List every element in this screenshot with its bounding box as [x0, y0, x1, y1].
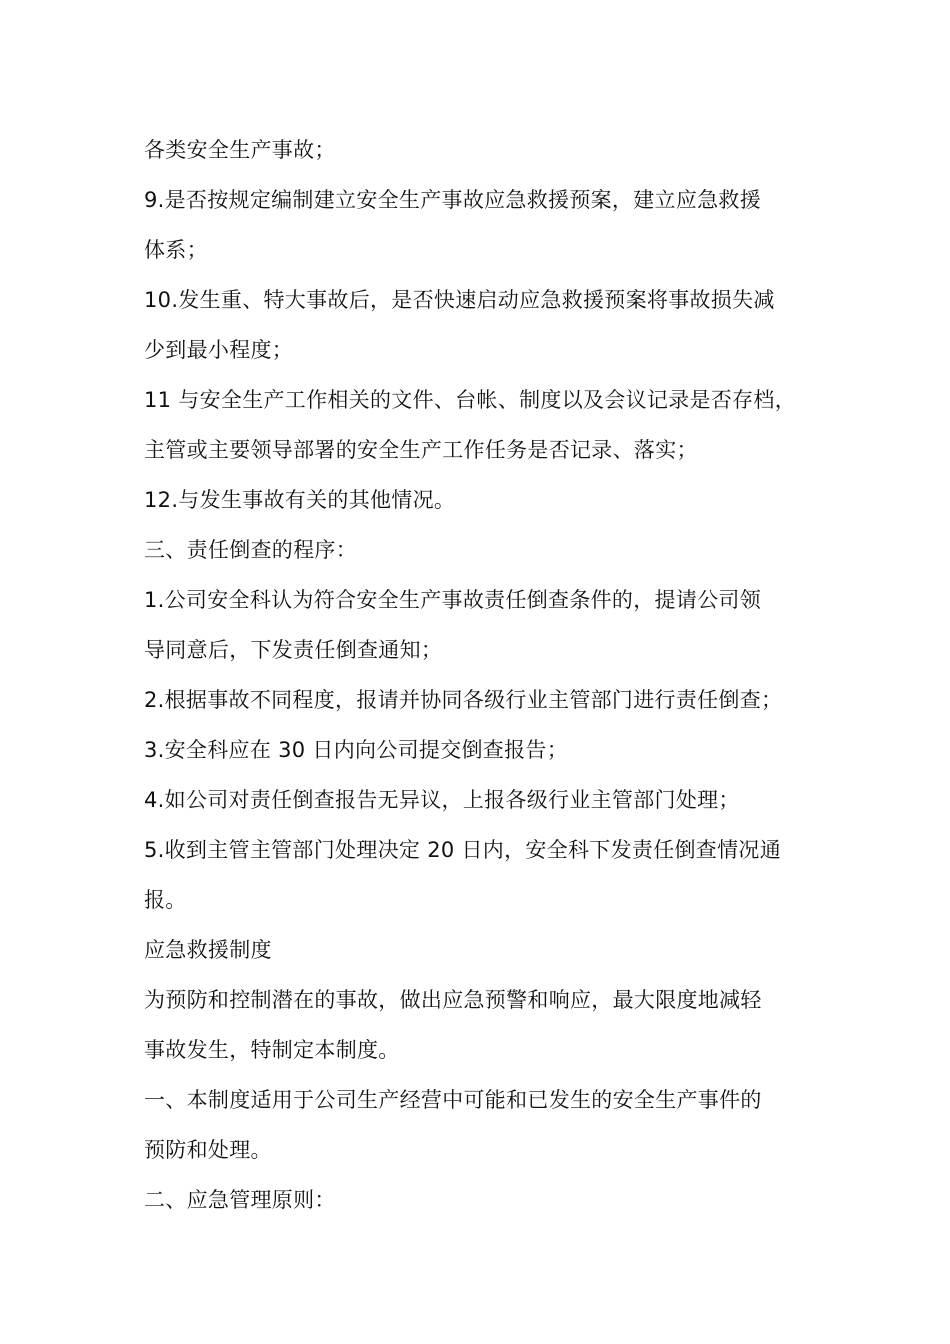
- text-line: 5.收到主管主管部门处理决定 20 日内，安全科下发责任倒查情况通: [144, 838, 782, 862]
- document-heading: 应急救援制度: [144, 938, 272, 962]
- section-heading: 二、应急管理原则：: [144, 1188, 336, 1212]
- text-line: 少到最小程度；: [144, 338, 294, 362]
- text-line: 4.如公司对责任倒查报告无异议，上报各级行业主管部门处理；: [144, 788, 740, 812]
- text-line: 9.是否按规定编制建立安全生产事故应急救援预案，建立应急救援: [144, 188, 762, 212]
- text-line: 体系；: [144, 238, 208, 262]
- text-line: 3.安全科应在 30 日内向公司提交倒查报告；: [144, 738, 569, 762]
- section-heading: 三、责任倒查的程序：: [144, 538, 357, 562]
- text-line: 2.根据事故不同程度，报请并协同各级行业主管部门进行责任倒查；: [144, 688, 783, 712]
- text-line: 12.与发生事故有关的其他情况。: [144, 488, 456, 512]
- text-line: 报。: [144, 888, 187, 912]
- text-line: 一、本制度适用于公司生产经营中可能和已发生的安全生产事件的: [144, 1088, 762, 1112]
- text-line: 导同意后，下发责任倒查通知；: [144, 638, 443, 662]
- text-line: 1.公司安全科认为符合安全生产事故责任倒查条件的，提请公司领: [144, 588, 762, 612]
- document-body: [144, 125, 824, 1225]
- text-line: 为预防和控制潜在的事故，做出应急预警和响应，最大限度地减轻: [144, 988, 762, 1012]
- text-line: 事故发生，特制定本制度。: [144, 1038, 400, 1062]
- text-line: 预防和处理。: [144, 1138, 272, 1162]
- text-line: 11 与安全生产工作相关的文件、台帐、制度以及会议记录是否存档，: [144, 388, 796, 412]
- text-line: 主管或主要领导部署的安全生产工作任务是否记录、落实；: [144, 438, 698, 462]
- text-line: 10.发生重、特大事故后，是否快速启动应急救援预案将事故损失减: [144, 288, 775, 312]
- text-line: 各类安全生产事故；: [144, 138, 336, 162]
